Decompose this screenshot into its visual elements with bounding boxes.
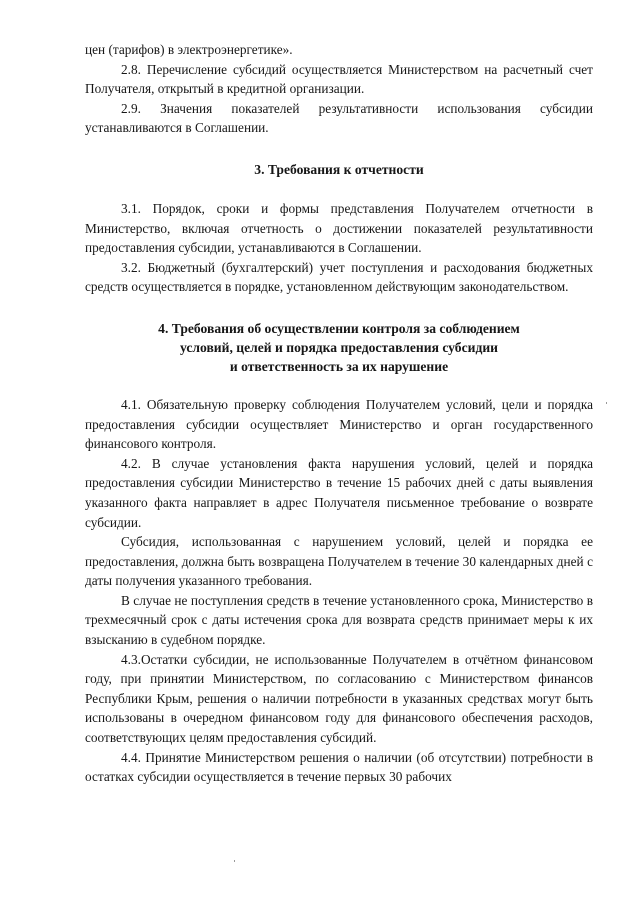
section-4-title [85,319,593,376]
paragraph-continuation: цен (тарифов) в электроэнергетике». [85,42,293,57]
document-body [85,40,593,787]
paragraph-2-8: 2.8. Перечисление субсидий осуществляется Министерством на расчетный счет Получателя, открытый в кредитной организации. [85,61,593,97]
scan-speck [606,402,607,404]
section-4-title-line-3: и ответственность за их нарушение [229,358,449,374]
scan-speck [234,860,235,862]
paragraph-3-1: 3.1. Порядок, сроки и формы представления Получателем отчетности в Министерство, включая отчетность о достижении показателей результативности предоставления субсидии, устанавливаются в Соглашении. [85,200,593,256]
paragraph-subsidy-return: Субсидия, использованная с нарушением условий, целей и порядка ее предоставления, должна быть возвращена Получателем в течение 30 календарных дней с даты получения указанного требования. [85,534,593,589]
section-4-title-line-1: 4. Требования об осуществлении контроля за соблюдением [158,320,520,336]
section-3-title: 3. Требования к отчетности [254,161,424,177]
paragraph-4-2: 4.2. В случае установления факта нарушения условий, целей и порядка предоставления субсидии Министерство в течение 15 рабочих дней с даты выявления указанного факта направляет в адрес Получателя письменное требование о возврате субсидии. [85,455,593,530]
section-4-title-line-2: условий, целей и порядка предоставления субсидии [179,339,499,355]
paragraph-court-recovery: В случае не поступления средств в течение установленного срока, Министерство в трехмесячный срок с даты истечения срока для возврата средств принимает меры к их взысканию в судебном порядке. [85,592,593,648]
paragraph-4-3: 4.3.Остатки субсидии, не использованные Получателем в отчётном финансовом году, при принятии Министерством, по согласованию с Министерством финансов Республики Крым, решения о наличии потребности в указанных средствах могут быть использованы в очередном финансовом году для финансового обеспечения расходов, соответствующих целям предоставления субсидий. [85,651,593,746]
paragraph-4-4: 4.4. Принятие Министерством решения о наличии (об отсутствии) потребности в остатках субсидии осуществляется в течение первых 30 рабочих [85,749,593,785]
paragraph-2-9: 2.9. Значения показателей результативности использования субсидии устанавливаются в Соглашении. [85,100,593,136]
paragraph-4-1: 4.1. Обязательную проверку соблюдения Получателем условий, цели и порядка предоставления субсидии осуществляет Министерство и орган государственного финансового контроля. [85,396,593,452]
paragraph-3-2: 3.2. Бюджетный (бухгалтерский) учет поступления и расходования бюджетных средств осуществляется в порядке, установленном действующим законодательством. [85,259,593,295]
